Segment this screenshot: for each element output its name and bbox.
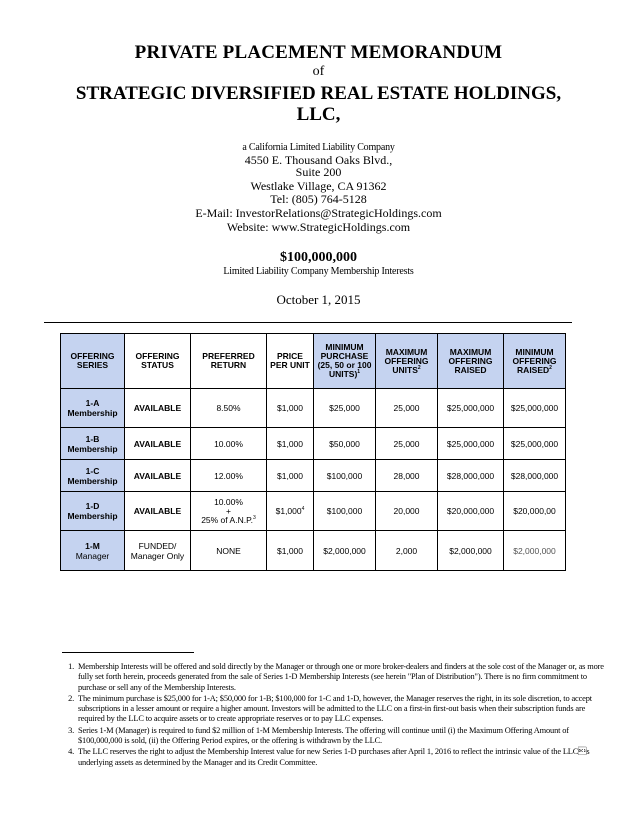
footnote-item: 4. The LLC reserves the right to adjust the Membership Interest value for new Series 1-D purchases after April 1, 2016 to reflect the intrinsic value of the LLCs underlying assets as determined by the Manager and its Credit Committee. xyxy=(76,747,606,768)
footnote-item: 1. Membership Interests will be offered and sold directly by the Manager or through one or more broker-dealers and finders at the sole cost of the Manager or, as more fully set forth herein, proceeds generated from the sale of Series 1-D Membership Interests (see herein "Plan of Distribution"). There is no firm commitment to purchase or sell any of the Membership Interests. xyxy=(76,662,606,693)
status-cell: AVAILABLE xyxy=(125,428,191,460)
series-cell: 1-A Membership xyxy=(61,389,125,428)
min-raised-cell: $2,000,000 xyxy=(504,531,566,571)
telephone: Tel: (805) 764-5128 xyxy=(270,192,367,206)
min-purchase-cell: $2,000,000 xyxy=(314,531,376,571)
header-minimum-offering-raised: MINIMUM OFFERING RAISED$^2$ xyxy=(504,334,566,389)
series-cell: 1-M Manager xyxy=(61,531,125,571)
price-cell: $1,000 xyxy=(267,531,314,571)
max-raised-cell: $25,000,000 xyxy=(438,389,504,428)
status-cell: AVAILABLE xyxy=(125,460,191,492)
preferred-return-cell: 8.50% xyxy=(191,389,267,428)
offering-interests: Limited Liability Company Membership Interests xyxy=(223,266,414,277)
website-address: Website: www.StrategicHoldings.com xyxy=(226,220,411,234)
series-cell: 1-B Membership xyxy=(61,428,125,460)
table-row xyxy=(61,531,566,571)
header-offering-series: OFFERING SERIES xyxy=(61,334,125,389)
max-raised-cell: $25,000,000 xyxy=(438,428,504,460)
header-maximum-offering-units: MAXIMUM OFFERING UNITS$^2$ xyxy=(376,334,438,389)
divider-line xyxy=(44,322,572,323)
footnotes-list xyxy=(62,662,606,769)
max-raised-cell: $28,000,000 xyxy=(438,460,504,492)
max-units-cell: 25,000 xyxy=(376,389,438,428)
preferred-return-cell: 10.00% xyxy=(191,428,267,460)
company-name-line2: LLC, xyxy=(296,104,341,125)
preferred-return-cell: 10.00% + 25% of A.N.P.$^3$ xyxy=(191,492,267,531)
footnote-item: 3. Series 1-M (Manager) is required to fund $2 million of 1-M Membership Interests. The offering will continue until (i) the Maximum Offering Amount of $100,000,000 is sold, (ii) the Offering Period expires, or the offering is withdrawn by the LLC. xyxy=(76,726,606,747)
max-raised-cell: $20,000,000 xyxy=(438,492,504,531)
address-city: Westlake Village, CA 91362 xyxy=(250,179,387,193)
status-cell: FUNDED/ Manager Only xyxy=(125,531,191,571)
table-row xyxy=(61,389,566,428)
preferred-return-cell: 12.00% xyxy=(191,460,267,492)
min-purchase-cell: $25,000 xyxy=(314,389,376,428)
max-units-cell: 2,000 xyxy=(376,531,438,571)
series-cell: 1-C Membership xyxy=(61,460,125,492)
header-maximum-offering-raised: MAXIMUM OFFERING RAISED xyxy=(438,334,504,389)
price-cell: $1,000 xyxy=(267,460,314,492)
min-raised-cell: $25,000,000 xyxy=(504,428,566,460)
preferred-return-cell: NONE xyxy=(191,531,267,571)
address-street: 4550 E. Thousand Oaks Blvd., xyxy=(244,153,393,167)
min-purchase-cell: $100,000 xyxy=(314,460,376,492)
price-cell: $1,000 xyxy=(267,428,314,460)
header-minimum-purchase: MINIMUM PURCHASE (25, 50 or 100 UNITS)$^1$ xyxy=(314,334,376,389)
memorandum-date: October 1, 2015 xyxy=(276,292,361,307)
series-cell: 1-D Membership xyxy=(61,492,125,531)
memorandum-title: PRIVATE PLACEMENT MEMORANDUM xyxy=(134,42,503,63)
offering-amount: $100,000,000 xyxy=(280,250,357,265)
min-raised-cell: $25,000,000 xyxy=(504,389,566,428)
status-cell: AVAILABLE xyxy=(125,389,191,428)
header-offering-status: OFFERING STATUS xyxy=(125,334,191,389)
table-row xyxy=(61,428,566,460)
footnote-divider xyxy=(62,652,194,653)
min-raised-cell: $20,000,00 xyxy=(504,492,566,531)
price-cell: $1,000 xyxy=(267,389,314,428)
header-price-per-unit: PRICE PER UNIT xyxy=(267,334,314,389)
max-units-cell: 25,000 xyxy=(376,428,438,460)
min-purchase-cell: $100,000 xyxy=(314,492,376,531)
max-raised-cell: $2,000,000 xyxy=(438,531,504,571)
entity-type: a California Limited Liability Company xyxy=(242,142,395,153)
footnote-item: 2. The minimum purchase is $25,000 for 1-A; $50,000 for 1-B; $100,000 for 1-C and 1-D, however, the Manager reserves the right, in its sole discretion, to accept subscriptions in a lesser amount or require a higher amount. Investors will be admitted to the LLC on a first-in first-out basis when their subscription funds are required by the LLC to acquire assets or to create appropriate reserves or to pay LLC expenses. xyxy=(76,694,606,725)
max-units-cell: 20,000 xyxy=(376,492,438,531)
of-text: of xyxy=(312,64,325,79)
min-purchase-cell: $50,000 xyxy=(314,428,376,460)
max-units-cell: 28,000 xyxy=(376,460,438,492)
table-header-row xyxy=(61,334,566,389)
table-row xyxy=(61,460,566,492)
status-cell: AVAILABLE xyxy=(125,492,191,531)
email-address: E-Mail: InvestorRelations@StrategicHoldings.com xyxy=(195,206,442,220)
min-raised-cell: $28,000,000 xyxy=(504,460,566,492)
offering-table xyxy=(60,333,566,571)
company-name-line1: STRATEGIC DIVERSIFIED REAL ESTATE HOLDINGS, xyxy=(75,83,562,104)
header-preferred-return: PREFERRED RETURN xyxy=(191,334,267,389)
price-cell: $1,000$^4$ xyxy=(267,492,314,531)
address-suite: Suite 200 xyxy=(295,165,342,179)
table-row xyxy=(61,492,566,531)
